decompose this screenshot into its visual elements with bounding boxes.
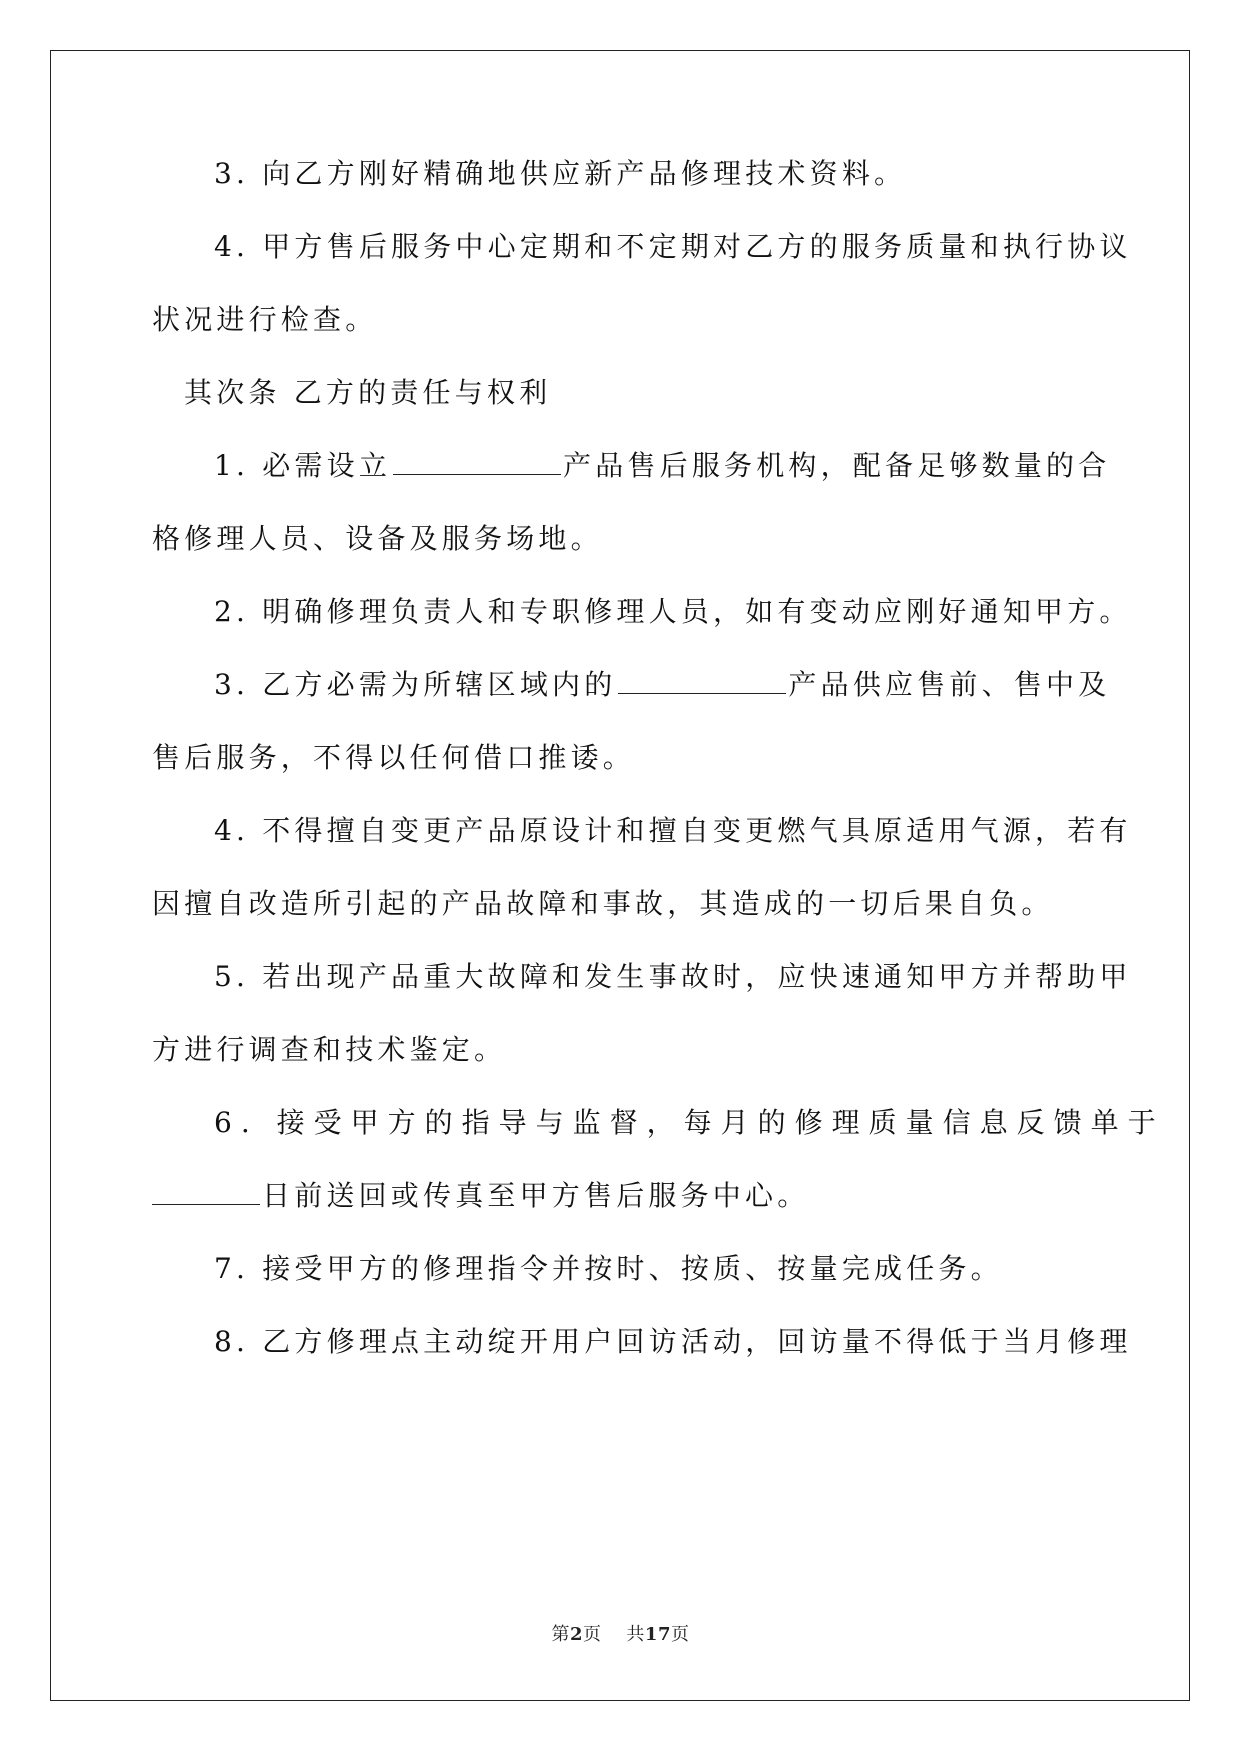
paragraph-line: 5. 若出现产品重大故障和发生事故时，应快速通知甲方并帮助甲 [214, 960, 1132, 993]
footer-text: 页 [670, 1624, 690, 1645]
section-heading: 其次条 乙方的责任与权利 [184, 376, 552, 409]
page-border [50, 50, 1190, 1701]
page-footer [0, 1620, 1241, 1646]
footer-text: 页 共 [583, 1624, 645, 1645]
paragraph-line: 6. 接受甲方的指导与监督，每月的修理质量信息反馈单于 [214, 1106, 1165, 1139]
paragraph-line: 4. 不得擅自变更产品原设计和擅自变更燃气具原适用气源，若有 [214, 814, 1132, 847]
paragraph-line [214, 667, 1110, 703]
paragraph-line: 3. 向乙方刚好精确地供应新产品修理技术资料。 [214, 157, 907, 190]
paragraph-line: 4. 甲方售后服务中心定期和不定期对乙方的服务质量和执行协议 [214, 230, 1132, 263]
paragraph-line: 状况进行检查。 [152, 303, 378, 336]
paragraph-line: 8. 乙方修理点主动绽开用户回访活动，回访量不得低于当月修理 [214, 1325, 1132, 1358]
footer-text: 第 [551, 1624, 570, 1645]
paragraph-line [214, 448, 1110, 484]
fill-in-blank[interactable] [393, 448, 561, 475]
paragraph-text: 3. 乙方必需为所辖区域内的 [214, 668, 617, 701]
paragraph-text: 日前送回或传真至甲方售后服务中心。 [262, 1179, 810, 1212]
paragraph-line [152, 1178, 809, 1214]
fill-in-blank[interactable] [618, 667, 786, 694]
paragraph-text: 产品供应售前、售中及 [788, 668, 1111, 701]
fill-in-blank[interactable] [152, 1178, 260, 1205]
total-pages-number: 17 [644, 1624, 671, 1645]
paragraph-line: 方进行调查和技术鉴定。 [152, 1033, 507, 1066]
paragraph-line: 7. 接受甲方的修理指令并按时、按质、按量完成任务。 [214, 1252, 1003, 1285]
current-page-number: 2 [570, 1624, 584, 1645]
paragraph-text: 产品售后服务机构，配备足够数量的合 [563, 449, 1111, 482]
paragraph-line: 售后服务，不得以任何借口推诿。 [152, 741, 636, 774]
paragraph-line: 格修理人员、设备及服务场地。 [152, 522, 603, 555]
paragraph-line: 因擅自改造所引起的产品故障和事故，其造成的一切后果自负。 [152, 887, 1054, 920]
paragraph-text: 1. 必需设立 [214, 449, 392, 482]
paragraph-line: 2. 明确修理负责人和专职修理人员，如有变动应刚好通知甲方。 [214, 595, 1132, 628]
